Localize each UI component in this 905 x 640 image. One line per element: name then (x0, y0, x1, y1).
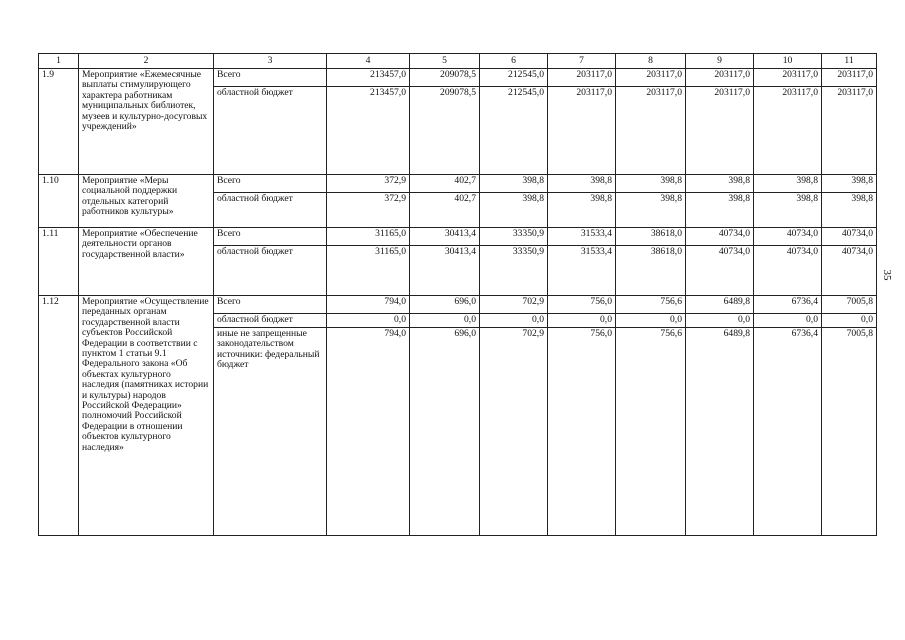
row-code: 1.9 (39, 69, 79, 175)
value-cell: 213457,0 (327, 69, 410, 87)
table-row (39, 69, 877, 87)
value-cell: 203117,0 (754, 87, 822, 175)
value-cell: 212545,0 (480, 69, 548, 87)
header-cell: 3 (214, 54, 327, 69)
table-row (39, 296, 877, 314)
value-cell: 40734,0 (822, 228, 877, 246)
event-name: Мероприятие «Ежемесячные выплаты стимулирующего характера работникам муниципальных библиотек, музеев и культурно-досуговых учреждений» (79, 69, 214, 175)
value-cell: 398,8 (548, 193, 616, 228)
event-name: Мероприятие «Меры социальной поддержки отдельных категорий работников культуры» (79, 175, 214, 228)
value-cell: 30413,4 (410, 228, 480, 246)
table-row (39, 175, 877, 193)
value-cell: 372,9 (327, 193, 410, 228)
value-cell: 6736,4 (754, 328, 822, 536)
value-cell: 756,6 (616, 296, 686, 314)
header-cell: 6 (480, 54, 548, 69)
row-code: 1.11 (39, 228, 79, 296)
value-cell: 203117,0 (548, 69, 616, 87)
funding-source: Всего (214, 69, 327, 87)
header-cell: 7 (548, 54, 616, 69)
header-row (39, 54, 877, 69)
value-cell: 756,0 (548, 328, 616, 536)
value-cell: 203117,0 (616, 69, 686, 87)
value-cell: 0,0 (548, 314, 616, 328)
row-code: 1.12 (39, 296, 79, 536)
value-cell: 702,9 (480, 328, 548, 536)
value-cell: 203117,0 (822, 87, 877, 175)
value-cell: 702,9 (480, 296, 548, 314)
funding-source: Всего (214, 296, 327, 314)
header-cell: 5 (410, 54, 480, 69)
value-cell: 6736,4 (754, 296, 822, 314)
budget-table (38, 53, 877, 536)
value-cell: 398,8 (616, 193, 686, 228)
value-cell: 794,0 (327, 328, 410, 536)
event-name: Мероприятие «Обеспечение деятельности органов государственной власти» (79, 228, 214, 296)
value-cell: 212545,0 (480, 87, 548, 175)
value-cell: 398,8 (548, 175, 616, 193)
value-cell: 209078,5 (410, 69, 480, 87)
value-cell: 0,0 (754, 314, 822, 328)
value-cell: 756,6 (616, 328, 686, 536)
header-cell: 9 (686, 54, 754, 69)
header-cell: 11 (822, 54, 877, 69)
value-cell: 213457,0 (327, 87, 410, 175)
value-cell: 794,0 (327, 296, 410, 314)
value-cell: 756,0 (548, 296, 616, 314)
value-cell: 6489,8 (686, 296, 754, 314)
value-cell: 203117,0 (754, 69, 822, 87)
value-cell: 31165,0 (327, 228, 410, 246)
value-cell: 0,0 (327, 314, 410, 328)
header-cell: 10 (754, 54, 822, 69)
value-cell: 203117,0 (686, 69, 754, 87)
value-cell: 398,8 (822, 175, 877, 193)
value-cell: 203117,0 (686, 87, 754, 175)
funding-source: Всего (214, 228, 327, 246)
value-cell: 7005,8 (822, 328, 877, 536)
value-cell: 402,7 (410, 175, 480, 193)
page-number: 35 (881, 269, 893, 281)
value-cell: 0,0 (410, 314, 480, 328)
value-cell: 209078,5 (410, 87, 480, 175)
value-cell: 398,8 (616, 175, 686, 193)
value-cell: 402,7 (410, 193, 480, 228)
table-row (39, 228, 877, 246)
value-cell: 40734,0 (754, 246, 822, 296)
value-cell: 6489,8 (686, 328, 754, 536)
value-cell: 0,0 (822, 314, 877, 328)
value-cell: 31165,0 (327, 246, 410, 296)
value-cell: 31533,4 (548, 228, 616, 246)
value-cell: 40734,0 (686, 228, 754, 246)
funding-source: иные не запрещенные законодательством источники: федеральный бюджет (214, 328, 327, 536)
value-cell: 40734,0 (822, 246, 877, 296)
value-cell: 398,8 (686, 193, 754, 228)
value-cell: 40734,0 (754, 228, 822, 246)
value-cell: 696,0 (410, 296, 480, 314)
value-cell: 31533,4 (548, 246, 616, 296)
value-cell: 0,0 (616, 314, 686, 328)
value-cell: 203117,0 (616, 87, 686, 175)
header-cell: 4 (327, 54, 410, 69)
value-cell: 398,8 (686, 175, 754, 193)
value-cell: 372,9 (327, 175, 410, 193)
value-cell: 33350,9 (480, 228, 548, 246)
funding-source: областной бюджет (214, 87, 327, 175)
value-cell: 696,0 (410, 328, 480, 536)
value-cell: 203117,0 (548, 87, 616, 175)
funding-source: областной бюджет (214, 246, 327, 296)
value-cell: 398,8 (754, 193, 822, 228)
header-cell: 8 (616, 54, 686, 69)
value-cell: 33350,9 (480, 246, 548, 296)
event-name: Мероприятие «Осуществление переданных органам государственной власти субъектов Российской Федерации в соответствии с пунктом 1 статьи 9.1 Федерального закона «Об объектах культурного наследия (памятниках истории и культуры) народов Российской Федерации» полномочий Российской Федерации в отношении объектов культурного наследия» (79, 296, 214, 536)
row-code: 1.10 (39, 175, 79, 228)
value-cell: 38618,0 (616, 228, 686, 246)
header-cell: 1 (39, 54, 79, 69)
value-cell: 0,0 (686, 314, 754, 328)
value-cell: 0,0 (480, 314, 548, 328)
funding-source: Всего (214, 175, 327, 193)
value-cell: 7005,8 (822, 296, 877, 314)
value-cell: 38618,0 (616, 246, 686, 296)
value-cell: 30413,4 (410, 246, 480, 296)
funding-source: областной бюджет (214, 314, 327, 328)
value-cell: 398,8 (480, 175, 548, 193)
funding-source: областной бюджет (214, 193, 327, 228)
value-cell: 398,8 (822, 193, 877, 228)
header-cell: 2 (79, 54, 214, 69)
value-cell: 40734,0 (686, 246, 754, 296)
value-cell: 203117,0 (822, 69, 877, 87)
value-cell: 398,8 (480, 193, 548, 228)
value-cell: 398,8 (754, 175, 822, 193)
